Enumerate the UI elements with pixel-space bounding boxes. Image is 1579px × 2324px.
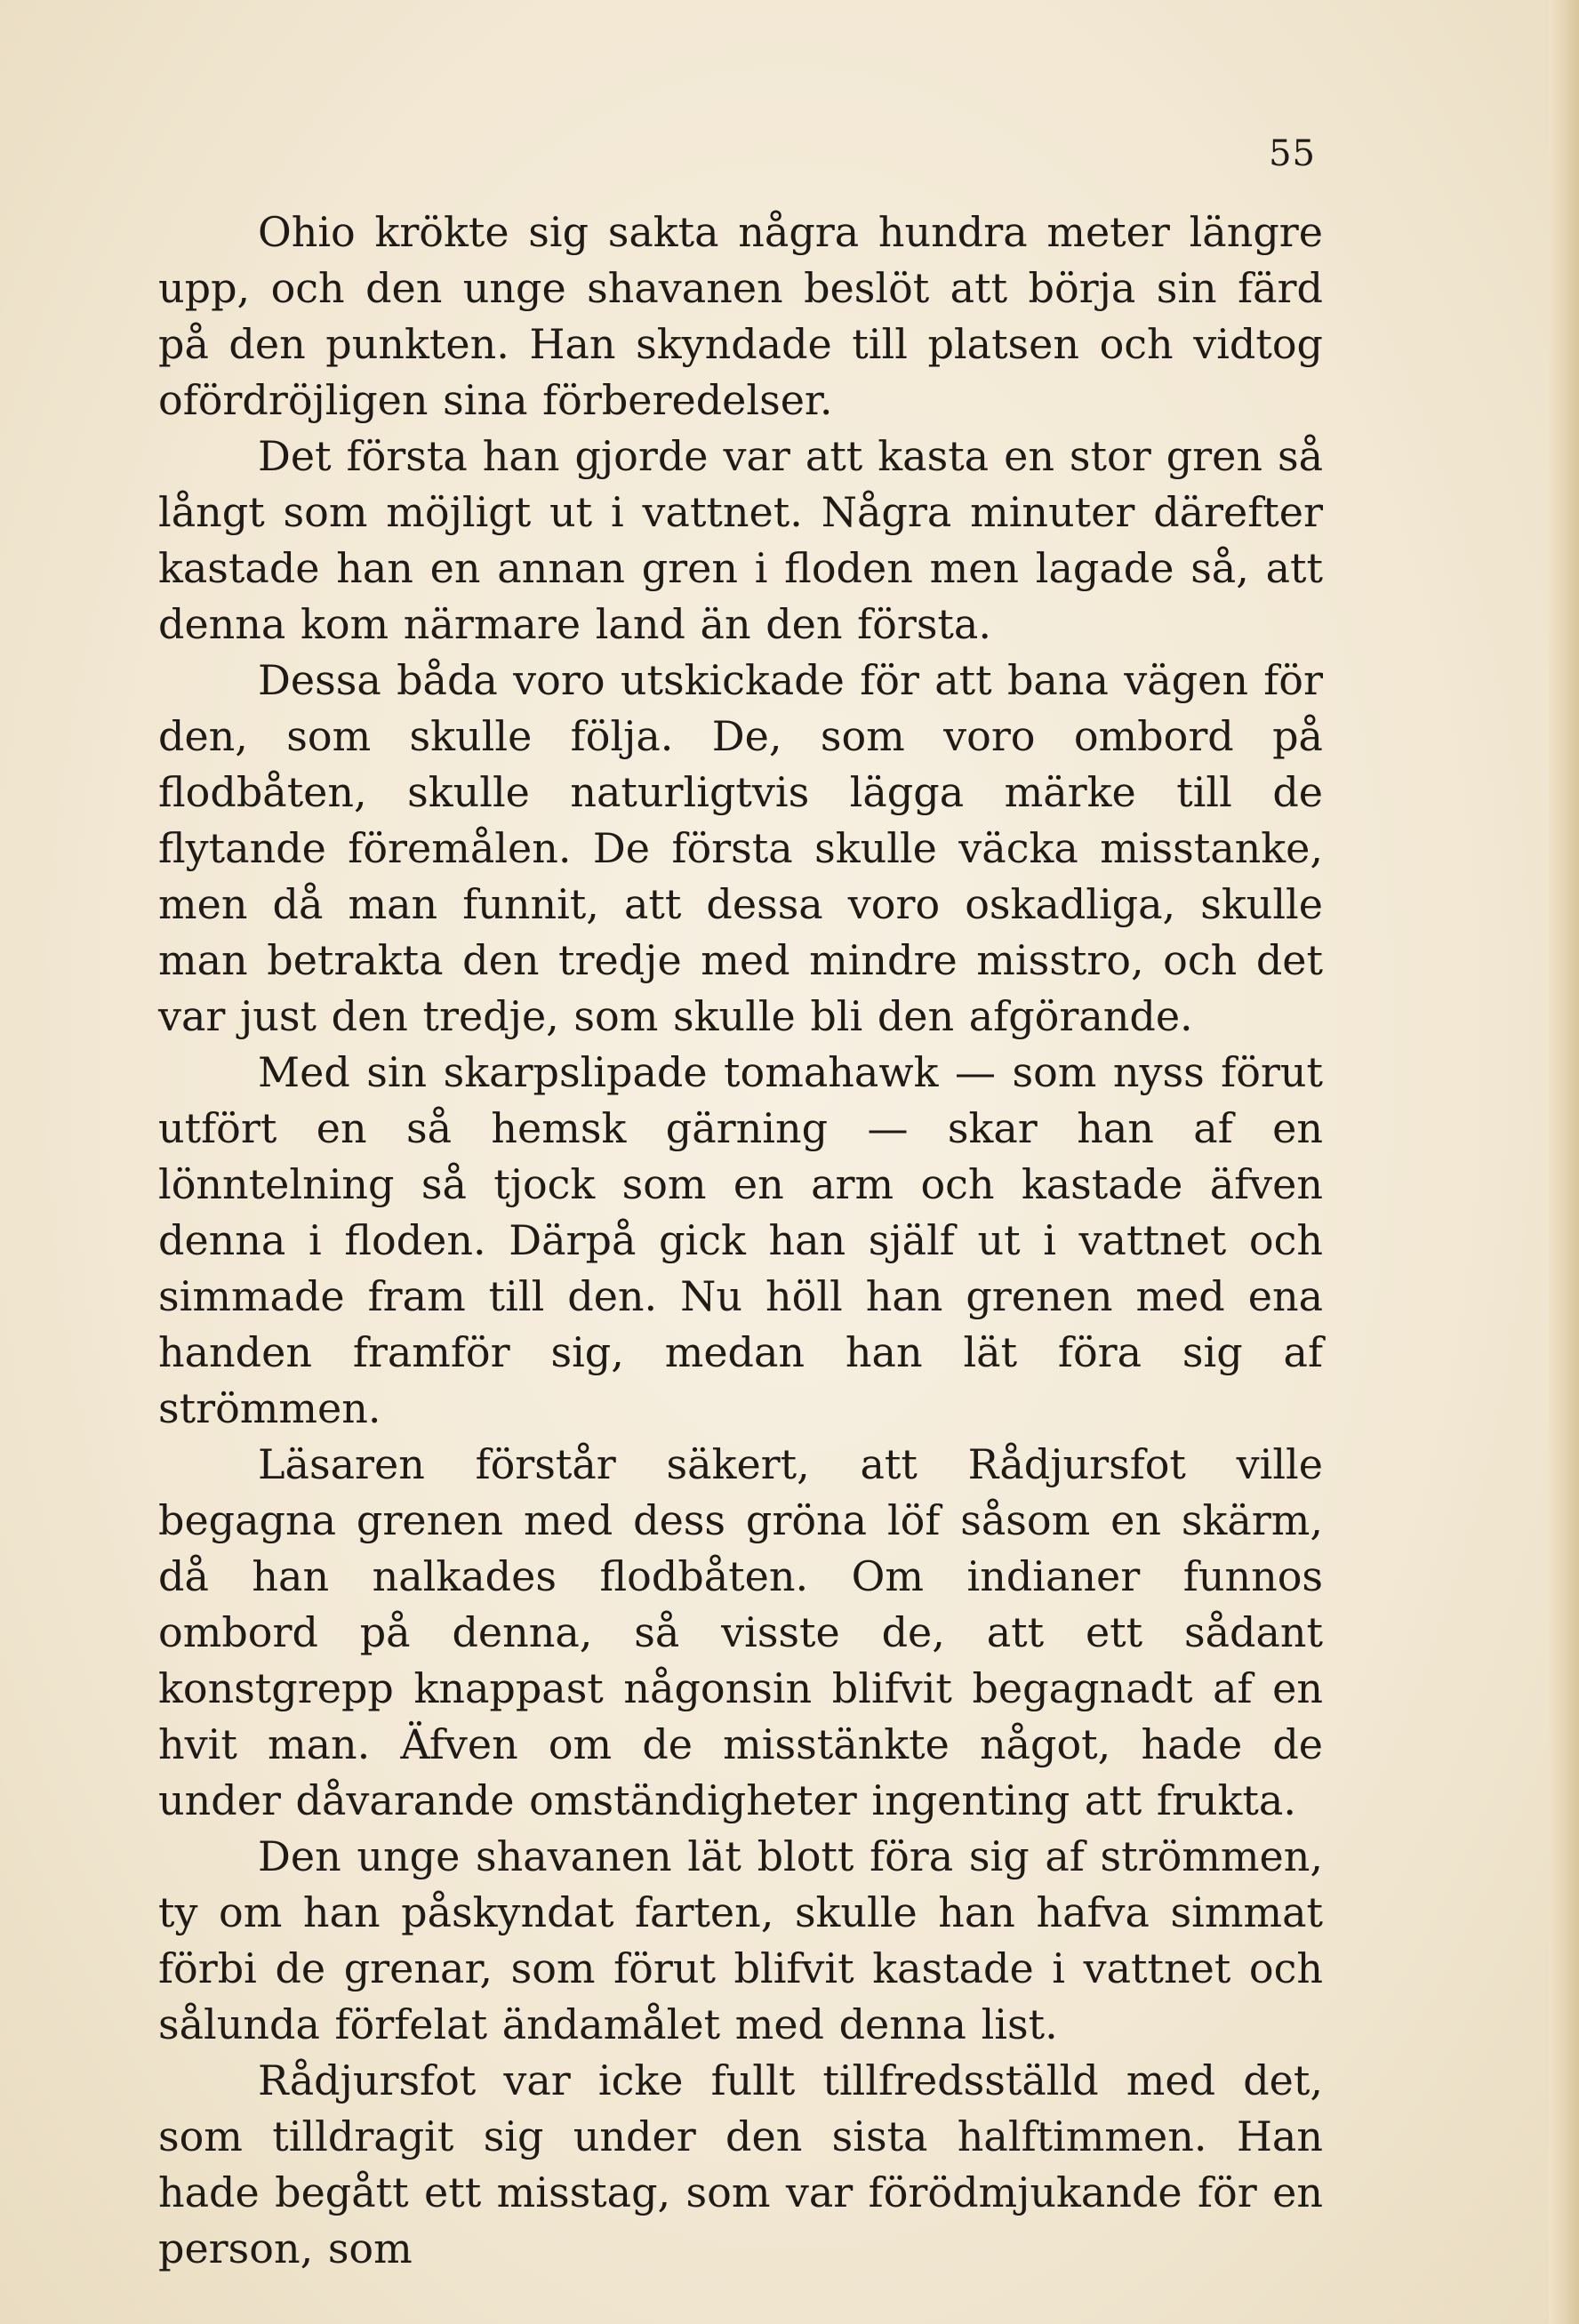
body-text bbox=[158, 204, 1323, 2277]
paragraph: Ohio krökte sig sakta några hundra meter längre upp, och den unge shavanen beslöt att börja sin färd på den punkten. Han skyndade till platsen och vidtog ofördröjligen sina förberedelser. bbox=[158, 208, 1323, 424]
paragraph: Det första han gjorde var att kasta en stor gren så långt som möjligt ut i vattnet. Några minuter därefter kastade han en annan gren i floden men lagade så, att denna kom närmare land än den första. bbox=[158, 432, 1323, 648]
page-edge bbox=[1549, 0, 1579, 2324]
paragraph: Den unge shavanen lät blott föra sig af strömmen, ty om han påskyndat farten, skulle han hafva simmat förbi de grenar, som förut blifvit kastade i vattnet och sålunda förfelat ändamålet med denna list. bbox=[158, 1832, 1323, 2048]
paragraph: Rådjursfot var icke fullt tillfredsställd med det, som tilldragit sig under den sista halftimmen. Han hade begått ett misstag, som var förödmjukande för en person, som bbox=[158, 2056, 1323, 2272]
page-number: 55 bbox=[1269, 133, 1316, 174]
paragraph: Dessa båda voro utskickade för att bana vägen för den, som skulle följa. De, som voro ombord på flodbåten, skulle naturligtvis lägga märke till de flytande föremålen. De första skulle väcka misstanke, men då man funnit, att dessa voro oskadliga, skulle man betrakta den tredje med mindre misstro, och det var just den tredje, som skulle bli den afgörande. bbox=[158, 656, 1323, 1040]
paragraph: Läsaren förstår säkert, att Rådjursfot ville begagna grenen med dess gröna löf såsom en skärm, då han nalkades flodbåten. Om indianer funnos ombord på denna, så visste de, att ett sådant konstgrepp knappast någonsin blifvit begagnadt af en hvit man. Äfven om de misstänkte något, hade de under dåvarande omständigheter ingenting att frukta. bbox=[158, 1440, 1323, 1824]
paragraph: Med sin skarpslipade tomahawk — som nyss förut utfört en så hemsk gärning — skar han af en lönntelning så tjock som en arm och kastade äfven denna i floden. Därpå gick han själf ut i vattnet och simmade fram till den. Nu höll han grenen med ena handen framför sig, medan han lät föra sig af strömmen. bbox=[158, 1048, 1323, 1432]
